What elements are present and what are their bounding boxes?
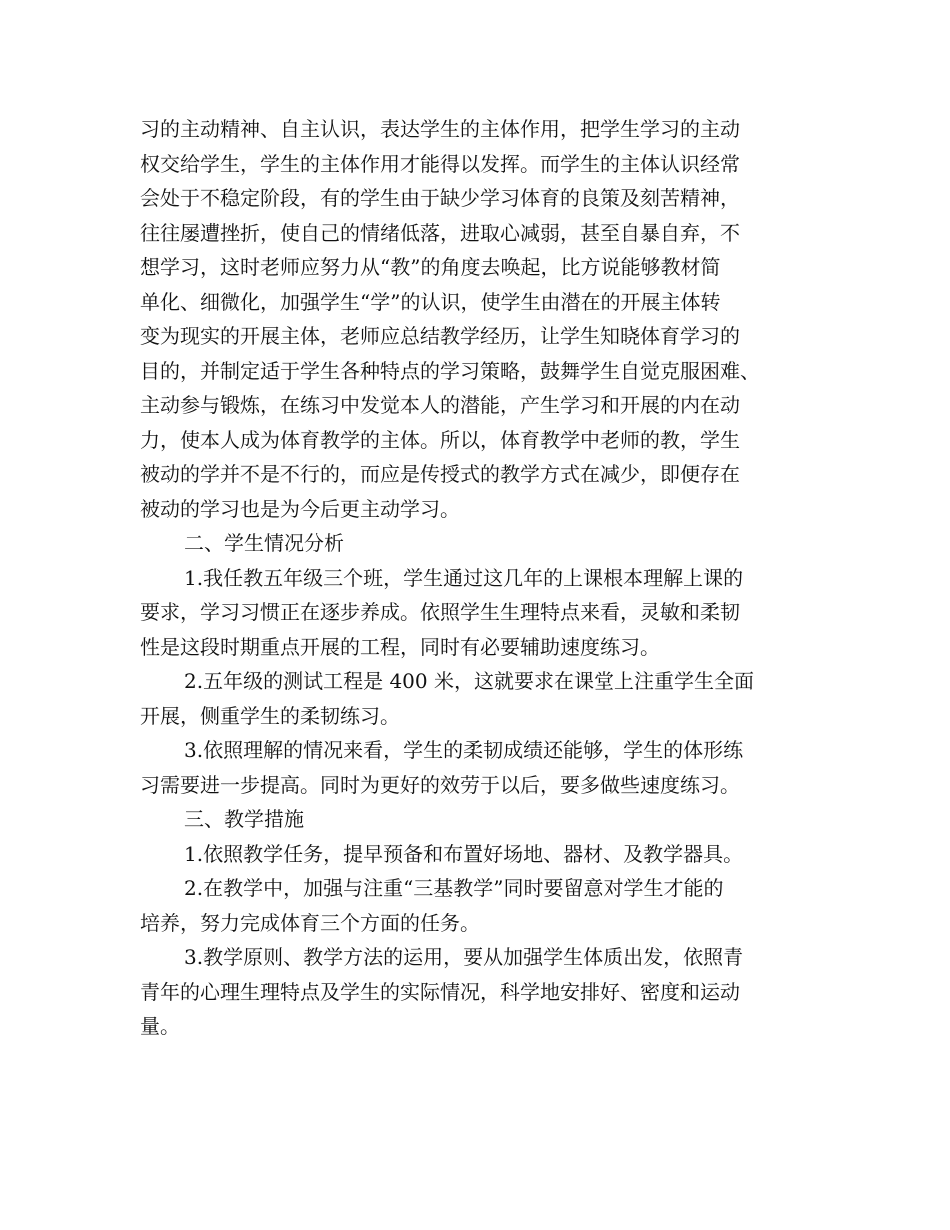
text-line: 习需要进一步提高。同时为更好的效劳于以后，要多做些速度练习。 (140, 772, 740, 797)
text-line: 会处于不稳定阶段，有的学生由于缺少学习体育的良策及刻苦精神， (140, 186, 740, 210)
text-line: 想学习，这时老师应努力从“教”的角度去唤起，比方说能够教材简 (140, 255, 721, 279)
text-line: 量。 (140, 1014, 180, 1038)
text-line: 3.依照理解的情况来看，学生的柔韧成绩还能够，学生的体形练 (184, 738, 744, 762)
text-line: 开展，侧重学生的柔韧练习。 (140, 703, 400, 728)
text-line: 二、学生情况分析 (184, 531, 344, 555)
text-line: 性是这段时期重点开展的工程，同时有必要辅助速度练习。 (140, 634, 660, 659)
text-line: 习的主动精神、自主认识，表达学生的主体作用，把学生学习的主动 (140, 117, 740, 141)
text-line: 青年的心理生理特点及学生的实际情况，科学地安排好、密度和运动 (140, 979, 740, 1004)
text-line: 要求，学习习惯正在逐步养成。依照学生生理特点来看，灵敏和柔韧 (140, 600, 740, 624)
text-line: 目的，并制定适于学生各种特点的学习策略，鼓舞学生自觉克服困难、 (140, 358, 760, 383)
text-line: 培养，努力完成体育三个方面的任务。 (140, 910, 480, 935)
text-line: 被动的学并不是不行的，而应是传授式的教学方式在减少，即便存在 (140, 462, 740, 486)
text-line: 2.五年级的测试工程是 400 米，这就要求在课堂上注重学生全面 (184, 669, 754, 693)
text-line: 2.在教学中，加强与注重“三基教学”同时要留意对学生才能的 (184, 876, 724, 900)
text-line: 单化、细微化，加强学生“学”的认识，使学生由潜在的开展主体转 (140, 289, 721, 314)
text-line: 1.我任教五年级三个班，学生通过这几年的上课根本理解上课的 (184, 565, 744, 590)
document-page (140, 112, 820, 1044)
text-line: 变为现实的开展主体，老师应总结教学经历，让学生知晓体育学习的 (140, 324, 740, 348)
text-line: 主动参与锻炼，在练习中发觉本人的潜能，产生学习和开展的内在动 (140, 393, 740, 417)
text-line: 权交给学生，学生的主体作用才能得以发挥。而学生的主体认识经常 (140, 151, 740, 176)
text-line: 1.依照教学任务，提早预备和布置好场地、器材、及教学器具。 (184, 841, 744, 866)
text-line: 3.教学原则、教学方法的运用，要从加强学生体质出发，依照青 (184, 945, 744, 969)
text-line: 被动的学习也是为今后更主动学习。 (140, 496, 460, 521)
document-body (140, 112, 820, 1044)
text-line: 力，使本人成为体育教学的主体。所以，体育教学中老师的教，学生 (140, 427, 740, 452)
text-line: 三、教学措施 (184, 807, 304, 831)
text-line: 往往屡遭挫折，使自己的情绪低落，进取心减弱，甚至自暴自弃，不 (140, 220, 740, 245)
